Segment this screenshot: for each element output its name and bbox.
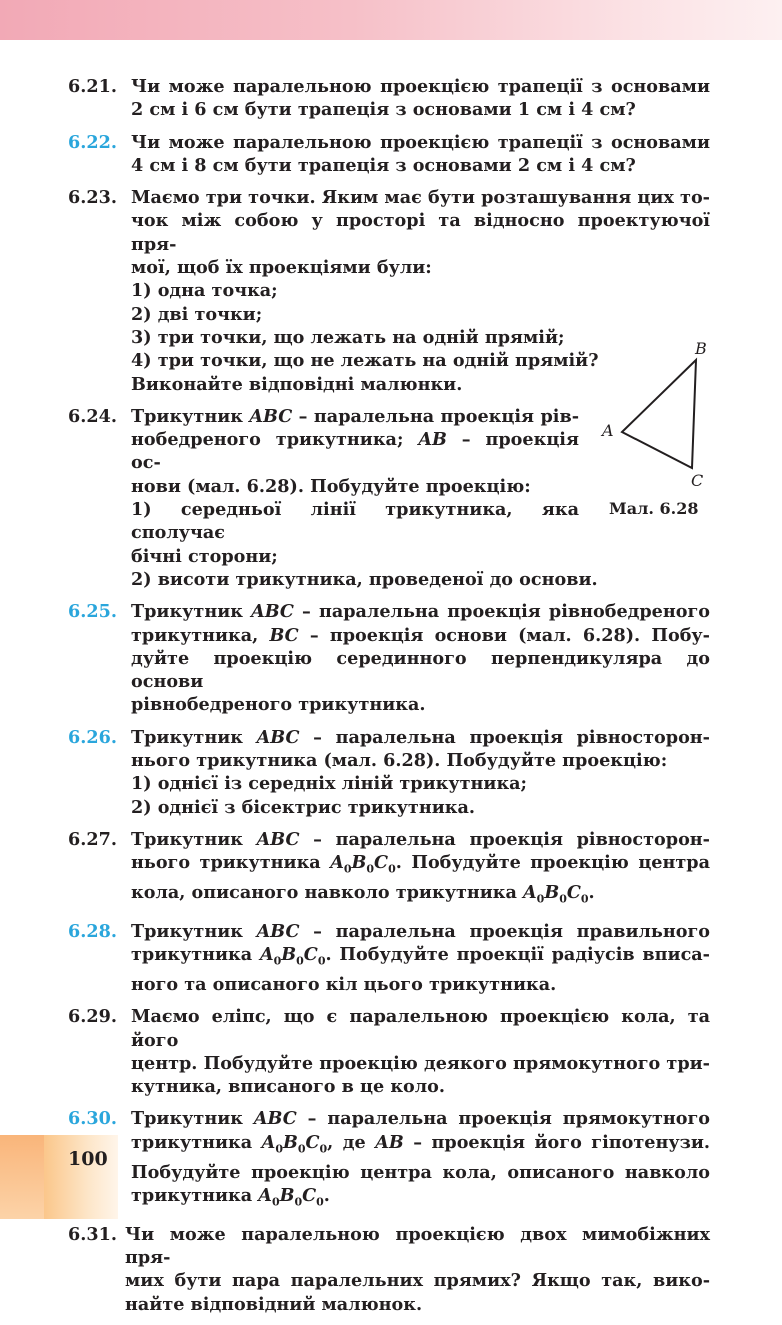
page-number: 100 [68,1148,108,1170]
problem-line: 1) середньої лінії трикутника, яка сполучає [131,499,579,544]
problem-line: Чи може паралельною проекцією двох мимобіжних пря- [125,1223,710,1268]
problem-line: трикутника $A_0B_0C_0$. Побудуйте проекції радіусів вписа- [131,944,710,968]
problem-line: 2 см і 6 см бути трапеція з основами 1 см і 4 см? [131,99,636,121]
problem-line: кола, описаного навколо трикутника $A_0B_0C_0$. [131,882,595,906]
problem-6-29 [68,1005,710,1098]
problem-line: Виконайте відповідні малюнки. [131,373,463,395]
corner-decoration-strip [0,1135,44,1219]
problem-line: нього трикутника (мал. 6.28). Побудуйте проекцію: [131,750,668,772]
problem-line: нього трикутника $A_0B_0C_0$. Побудуйте проекцію центра [131,852,710,876]
problem-line: дуйте проекцію серединного перпендикуляра до основи [131,647,710,693]
problem-line: 1) однієї із середніх ліній трикутника; [131,773,528,795]
problem-line: центр. Побудуйте проекцію деякого прямокутного три- [131,1052,710,1074]
problem-number: 6.30. [68,1108,117,1130]
problem-6-27 [68,828,710,911]
problem-6-21 [68,75,710,122]
vertex-label-a: A [602,421,614,440]
vertex-label-c: C [691,471,704,490]
problem-6-30 [68,1107,710,1213]
problem-number: 6.21. [68,76,117,97]
problem-number: 6.28. [68,920,117,942]
problem-line: Маємо три точки. Яким має бути розташування цих то- [131,187,710,209]
problem-line: 1) одна точка; [131,280,278,302]
problem-line: 4) три точки, що не лежать на одній прямій? [131,350,599,372]
problem-line: 2) однієї з бісектрис трикутника. [131,796,475,818]
problem-line: Трикутник ABC – паралельна проекція правильного [131,920,710,942]
problem-6-31 [68,1223,710,1316]
figure-caption: Мал. 6.28 [609,499,699,518]
problem-line: чок між собою у просторі та відносно проектуючої пря- [131,210,710,255]
top-decorative-band [0,0,782,40]
problem-line: 2) висоти трикутника, проведеної до основи. [131,568,598,590]
problem-line: трикутника $A_0B_0C_0$. [131,1184,330,1209]
problem-line: рівнобедреного трикутника. [131,694,426,716]
problem-line: нови (мал. 6.28). Побудуйте проекцію: [131,475,531,497]
problem-6-25 [68,600,710,716]
problem-line: 2) дві точки; [131,303,263,325]
problem-line: бічні сторони; [131,545,278,567]
problem-line: мої, щоб їх проекціями були: [131,257,432,279]
problem-number: 6.24. [68,405,117,427]
problem-6-28 [68,920,710,996]
problem-line: Маємо еліпс, що є паралельною проекцією кола, та його [131,1006,710,1051]
problem-number: 6.29. [68,1006,117,1028]
vertex-label-b: B [695,339,707,358]
problem-line: Трикутник ABC – паралельна проекція прямокутного [131,1108,711,1130]
problem-line: Чи може паралельною проекцією трапеції з основами [131,131,710,153]
problem-number: 6.23. [68,187,117,209]
problem-line: трикутника $A_0B_0C_0$, де AB – проекція його гіпотенузи. [131,1131,711,1156]
problem-6-22 [68,131,710,178]
triangle-abc [622,360,696,468]
problem-number: 6.22. [68,131,117,153]
problem-line: Трикутник ABC – паралельна проекція рів- [131,405,579,427]
problem-line: 3) три точки, що лежать на одній прямій; [131,326,565,348]
triangle-figure [600,338,712,518]
problem-number: 6.25. [68,601,117,623]
problem-line: нобедреного трикутника; AB – проекція ос- [131,429,579,474]
problem-number: 6.31. [68,1223,117,1245]
problem-line: Трикутник ABC – паралельна проекція рівносторон- [131,726,710,748]
problem-line: Чи може паралельною проекцією трапеції з основами [131,76,710,97]
problem-line: кутника, вписаного в це коло. [131,1076,446,1098]
problem-number: 6.26. [68,726,117,748]
problem-line: ного та описаного кіл цього трикутника. [131,973,557,995]
problem-line: найте відповідний малюнок. [125,1293,423,1315]
problem-line: Трикутник ABC – паралельна проекція рівнобедреного [131,601,711,623]
problem-6-26 [68,726,710,819]
problem-line: Побудуйте проекцію центра кола, описаного навколо [131,1161,710,1183]
problem-line: мих бути пара паралельних прямих? Якщо так, вико- [125,1270,710,1292]
problem-line: Трикутник ABC – паралельна проекція рівносторон- [131,828,710,850]
problem-line: трикутника, BC – проекція основи (мал. 6.28). Побу- [131,624,710,646]
problem-list [68,75,710,1325]
problem-number: 6.27. [68,828,117,850]
problem-line: 4 см і 8 см бути трапеція з основами 2 см і 4 см? [131,154,636,176]
